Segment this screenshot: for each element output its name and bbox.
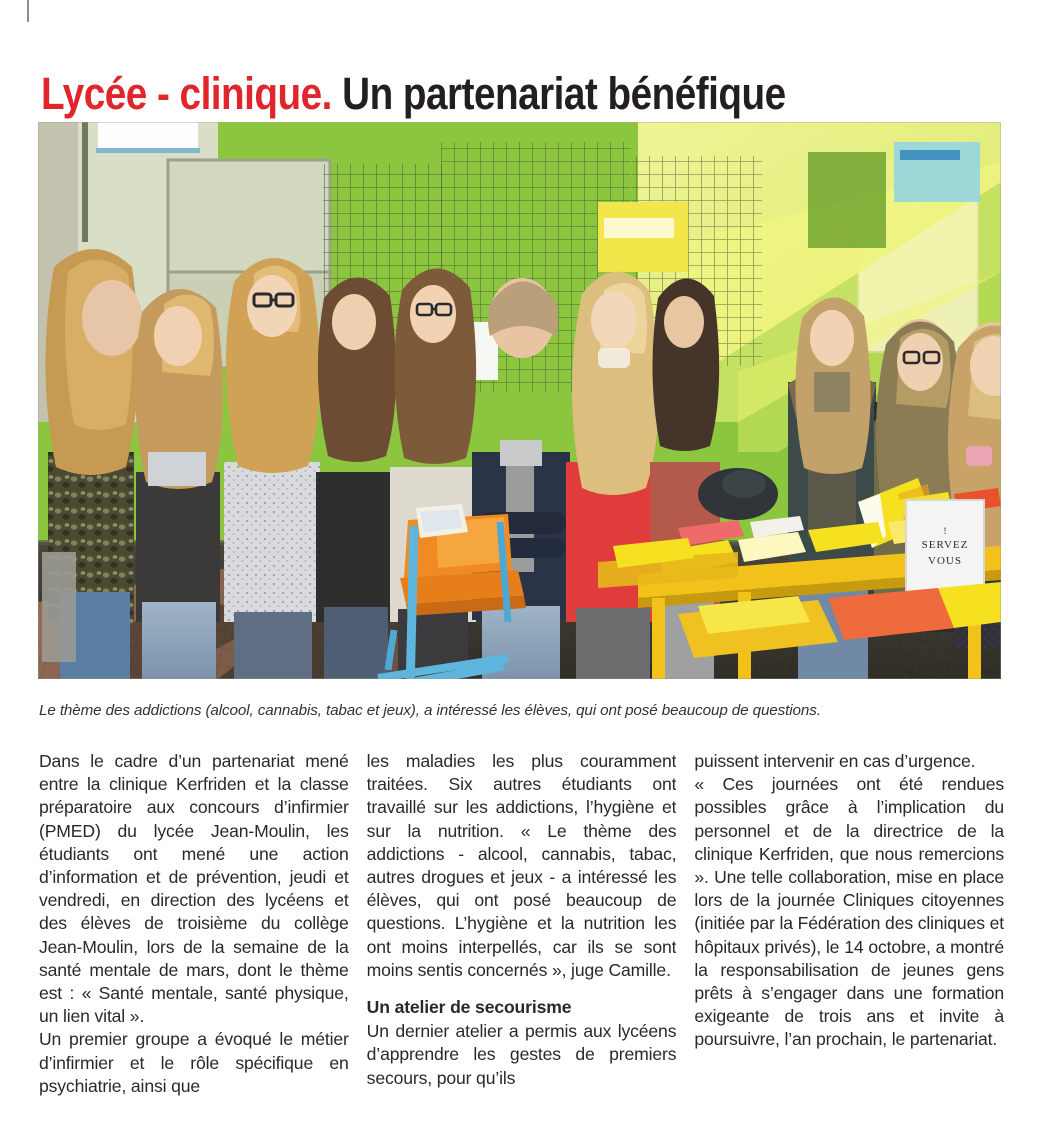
photo-caption: Le thème des addictions (alcool, cannabis, tabac et jeux), a intéressé les élèves, qui ont posé beaucoup de questions. [39,702,821,719]
svg-text:VOUS: VOUS [928,555,962,567]
headline-kicker: Lycée - clinique. [41,68,332,120]
paragraph: Un dernier atelier a permis aux lycéens d’apprendre les gestes de premiers secours, pour qu’ils [366,1021,677,1088]
student-figure [390,268,476,679]
column-rule [27,0,29,22]
section-subheading: Un atelier de secourisme [366,997,572,1018]
paragraph: Dans le cadre d’un partenariat mené entre la clinique Kerfriden et la classe préparatoire aux concours d’infirmier (PMED) du lycée Jean-Moulin, les étudiants ont mené une action d’information et de prévention, jeudi et vendredi, en direction des lycéens et des élèves de troisième du collège Jean-Moulin, lors de la semaine de la santé mentale de mars, dont le thème est : « Santé mentale, santé physique, un lien vital ». [39,751,349,1027]
body-column-1 [39,750,349,1144]
svg-text:SERVEZ: SERVEZ [921,539,969,551]
student-figure [316,277,396,679]
article-body [39,750,1004,1144]
clipped-text-above [60,0,960,3]
headline-title: Un partenariat bénéfique [342,68,786,120]
paragraph: les maladies les plus couramment traitées. Six autres étudiants ont travaillé sur les addictions, l’hygiène et sur la nutrition. « Le thème des addictions - alcool, cannabis, tabac, autres drogues et jeux - a intéressé les élèves, qui ont posé beaucoup de questions. L’hygiène et la nutrition les ont moins interpellés, car ils se sont moins sentis concernés », juge Camille. [366,751,677,980]
article-photo [38,122,1001,679]
body-column-3 [694,750,1004,1144]
body-column-2 [367,750,677,1144]
paragraph: « Ces journées ont été rendues possibles grâce à l’implication du personnel et de la directrice de la clinique Kerfriden, que nous remercions ». Une telle collaboration, mise en place lors de la journée Cliniques citoyennes (initiée par la Fédération des cliniques et hôpitaux privés), le 14 octobre, a montré la responsabilisation de jeunes gens prêts à s’engager dans une formation exigeante de trois ans et invite à poursuivre, l’an prochain, le partenariat. [694,774,1005,1050]
student-figure [42,249,142,679]
student-figure [566,271,659,679]
photo-illustration [38,122,1001,679]
student-figure [135,289,223,679]
paragraph: puissent intervenir en cas d’urgence. [694,751,976,771]
student-figure [224,258,320,679]
paragraph: Un premier groupe a évoqué le métier d’infirmier et le rôle spécifique en psychiatrie, ainsi que [39,1029,349,1096]
page-title [41,68,867,120]
svg-text:!: ! [943,526,947,536]
